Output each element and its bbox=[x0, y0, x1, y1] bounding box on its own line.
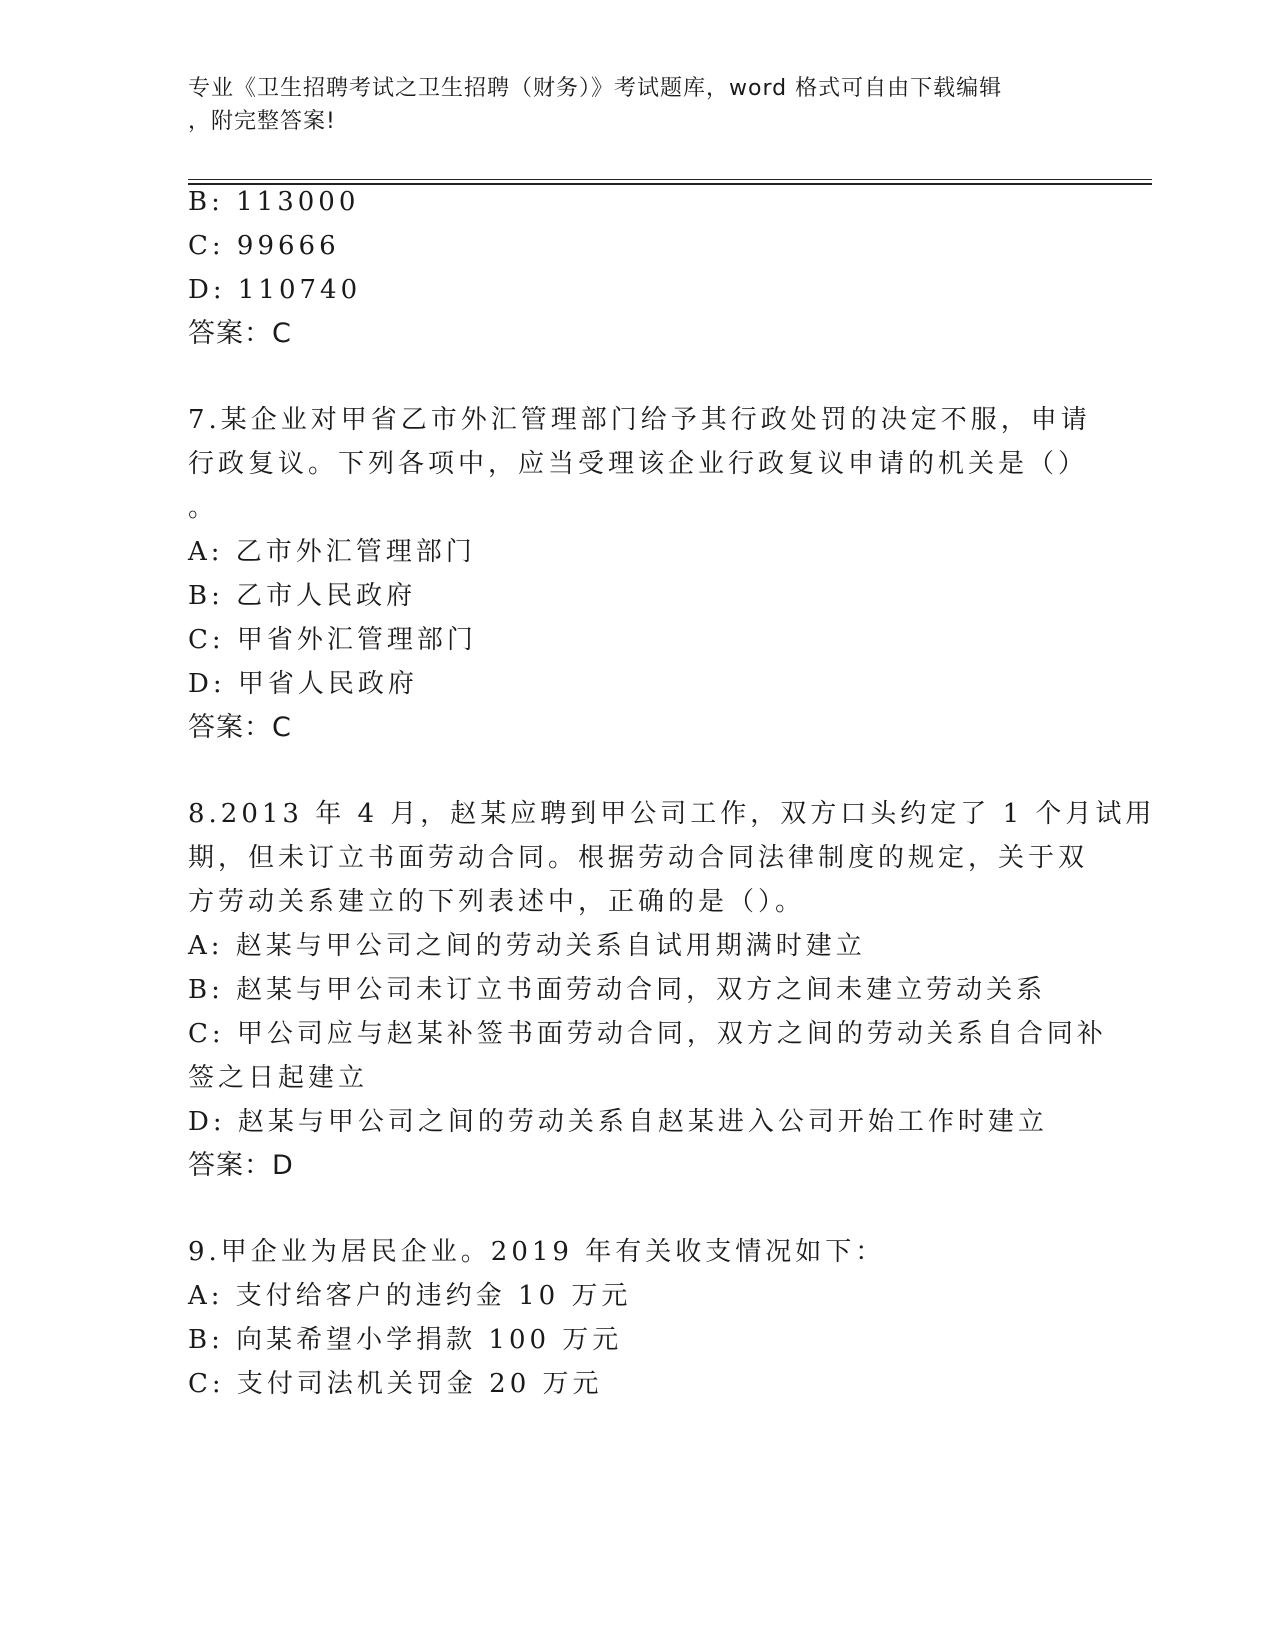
q8-option-c-continued: 签之日起建立 bbox=[188, 1063, 369, 1093]
q7-stem-line-3: 。 bbox=[188, 493, 219, 523]
q8-option-a: A: 赵某与甲公司之间的劳动关系自试用期满时建立 bbox=[188, 931, 866, 961]
q9-stem-line-1: 9.甲企业为居民企业。2019 年有关收支情况如下： bbox=[188, 1237, 886, 1267]
q7-option-d: D: 甲省人民政府 bbox=[188, 669, 418, 699]
q7-option-c: C: 甲省外汇管理部门 bbox=[188, 625, 477, 655]
q8-option-b: B: 赵某与甲公司未订立书面劳动合同，双方之间未建立劳动关系 bbox=[188, 975, 1047, 1005]
document-header bbox=[188, 72, 1088, 138]
q7-answer: 答案：C bbox=[188, 712, 292, 743]
q8-answer: 答案：D bbox=[188, 1150, 294, 1181]
q7-option-a: A: 乙市外汇管理部门 bbox=[188, 537, 476, 567]
prev-option-b: B: 113000 bbox=[188, 187, 360, 217]
q7-option-b: B: 乙市人民政府 bbox=[188, 581, 417, 611]
q7-stem-line-2: 行政复议。下列各项中，应当受理该企业行政复议申请的机关是（） bbox=[188, 449, 1089, 479]
header-title-line-2: ，附完整答案! bbox=[188, 109, 336, 134]
q8-stem-line-2: 期，但未订立书面劳动合同。根据劳动合同法律制度的规定，关于双 bbox=[188, 843, 1089, 873]
q8-stem-line-1: 8.2013 年 4 月，赵某应聘到甲公司工作，双方口头约定了 1 个月试用 bbox=[188, 799, 1156, 829]
q8-option-d: D: 赵某与甲公司之间的劳动关系自赵某进入公司开始工作时建立 bbox=[188, 1107, 1048, 1137]
header-divider-thin bbox=[188, 179, 1152, 180]
q9-option-b: B: 向某希望小学捐款 100 万元 bbox=[188, 1325, 623, 1355]
prev-option-c: C: 99666 bbox=[188, 231, 340, 261]
q8-option-c: C: 甲公司应与赵某补签书面劳动合同，双方之间的劳动关系自合同补 bbox=[188, 1019, 1107, 1049]
q9-option-c: C: 支付司法机关罚金 20 万元 bbox=[188, 1369, 603, 1399]
prev-option-d: D: 110740 bbox=[188, 275, 362, 305]
q9-option-a: A: 支付给客户的违约金 10 万元 bbox=[188, 1281, 632, 1311]
header-title-line-1: 专业《卫生招聘考试之卫生招聘（财务）》考试题库，word 格式可自由下载编辑 bbox=[188, 76, 1003, 101]
prev-answer: 答案：C bbox=[188, 318, 292, 349]
q7-stem-line-1: 7.某企业对甲省乙市外汇管理部门给予其行政处罚的决定不服，申请 bbox=[188, 405, 1091, 435]
q8-stem-line-3: 方劳动关系建立的下列表述中，正确的是（）。 bbox=[188, 887, 806, 917]
